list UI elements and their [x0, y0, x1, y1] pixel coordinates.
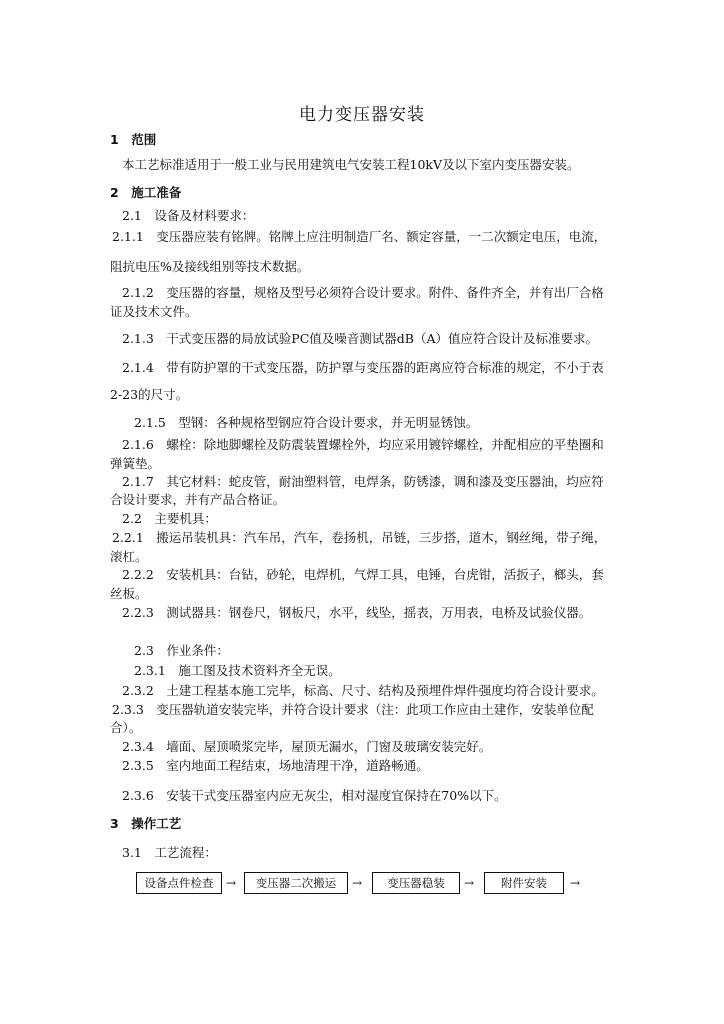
- subsection-2-2: 2.2 主要机具：: [122, 511, 217, 526]
- item-2-1-1: 2.1.1 变压器应装有铭牌。铭牌上应注明制造厂名、额定容量，一二次额定电压，电流，: [112, 229, 607, 244]
- item-2-1-1-cont: 阻抗电压%及接线组别等技术数据。: [110, 259, 310, 274]
- item-2-1-5: 2.1.5 型钢：各种规格型钢应符合设计要求，并无明显锈蚀。: [134, 415, 479, 430]
- item-2-1-4: 2.1.4 带有防护罩的干式变压器，防护罩与变压器的距离应符合标准的规定，不小于表: [122, 360, 604, 375]
- subsection-2-3: 2.3 作业条件：: [134, 643, 229, 658]
- flow-arrow-icon: →: [226, 876, 237, 890]
- flow-arrow-icon: →: [570, 876, 581, 890]
- item-2-2-1: 2.2.1 搬运吊装机具：汽车吊，汽车，卷扬机，吊链，三步搭，道木，钢丝绳，带子绳，: [112, 530, 607, 545]
- item-2-1-2-cont: 证及技术文件。: [110, 304, 198, 319]
- item-2-3-3-cont: 合）。: [110, 720, 142, 735]
- section-heading-1: 1 范围: [110, 132, 157, 147]
- page-title: 电力变压器安装: [299, 105, 425, 125]
- item-2-2-2: 2.2.2 安装机具：台钻，砂轮，电焊机，气焊工具，电锤，台虎钳，活扳子，榔头，套: [122, 567, 604, 582]
- flow-step-box: 变压器二次搬运: [244, 872, 348, 894]
- item-2-1-2: 2.1.2 变压器的容量，规格及型号必须符合设计要求。附件、备件齐全，并有出厂合格: [122, 285, 604, 300]
- item-2-3-6: 2.3.6 安装干式变压器室内应无灰尘，相对湿度宜保持在70%以下。: [122, 788, 507, 803]
- flow-step-box: 附件安装: [484, 872, 564, 894]
- item-2-2-2-cont: 丝板。: [110, 586, 148, 601]
- item-2-1-6-cont: 弹簧垫。: [110, 456, 161, 471]
- flow-step-box: 变压器稳装: [372, 872, 460, 894]
- subsection-2-1: 2.1 设备及材料要求：: [122, 208, 255, 223]
- flow-step-box: 设备点件检查: [136, 872, 222, 894]
- subsection-3-1: 3.1 工艺流程：: [122, 845, 217, 860]
- section-heading-2: 2 施工准备: [110, 185, 182, 200]
- flow-arrow-icon: →: [464, 876, 475, 890]
- section-heading-3: 3 操作工艺: [110, 816, 182, 831]
- process-flow: [136, 872, 596, 894]
- item-2-2-1-cont: 滚杠。: [110, 549, 148, 564]
- item-2-3-1: 2.3.1 施工图及技术资料齐全无误。: [134, 663, 341, 678]
- item-2-3-3: 2.3.3 变压器轨道安装完毕，并符合设计要求（注：此项工作应由土建作，安装单位配: [112, 702, 594, 717]
- item-2-1-6: 2.1.6 螺栓：除地脚螺栓及防震装置螺栓外，均应采用镀锌螺栓，并配相应的平垫圈和: [122, 437, 604, 452]
- item-2-3-4: 2.3.4 墙面、屋顶喷浆完毕，屋顶无漏水，门窗及玻璃安装完好。: [122, 739, 492, 754]
- item-2-1-7-cont: 合设计要求，并有产品合格证。: [110, 492, 286, 507]
- item-2-1-7: 2.1.7 其它材料：蛇皮管，耐油塑料管，电焊条，防锈漆，调和漆及变压器油，均应符: [122, 474, 604, 489]
- item-2-3-5: 2.3.5 室内地面工程结束，场地清理干净，道路畅通。: [122, 758, 429, 773]
- flow-arrow-icon: →: [352, 876, 363, 890]
- item-2-3-2: 2.3.2 土建工程基本施工完毕，标高、尺寸、结构及预埋件焊件强度均符合设计要求。: [122, 683, 604, 698]
- item-2-1-4-cont: 2-23的尺寸。: [110, 387, 189, 402]
- item-2-2-3: 2.2.3 测试器具：钢卷尺，钢板尺，水平，线坠，摇表，万用表，电桥及试验仪器。: [122, 605, 592, 620]
- paragraph-scope: 本工艺标准适用于一般工业与民用建筑电气安装工程10kV及以下室内变压器安装。: [122, 157, 580, 172]
- item-2-1-3: 2.1.3 干式变压器的局放试验PC值及噪音测试器dB（A）值应符合设计及标准要求。: [122, 331, 598, 346]
